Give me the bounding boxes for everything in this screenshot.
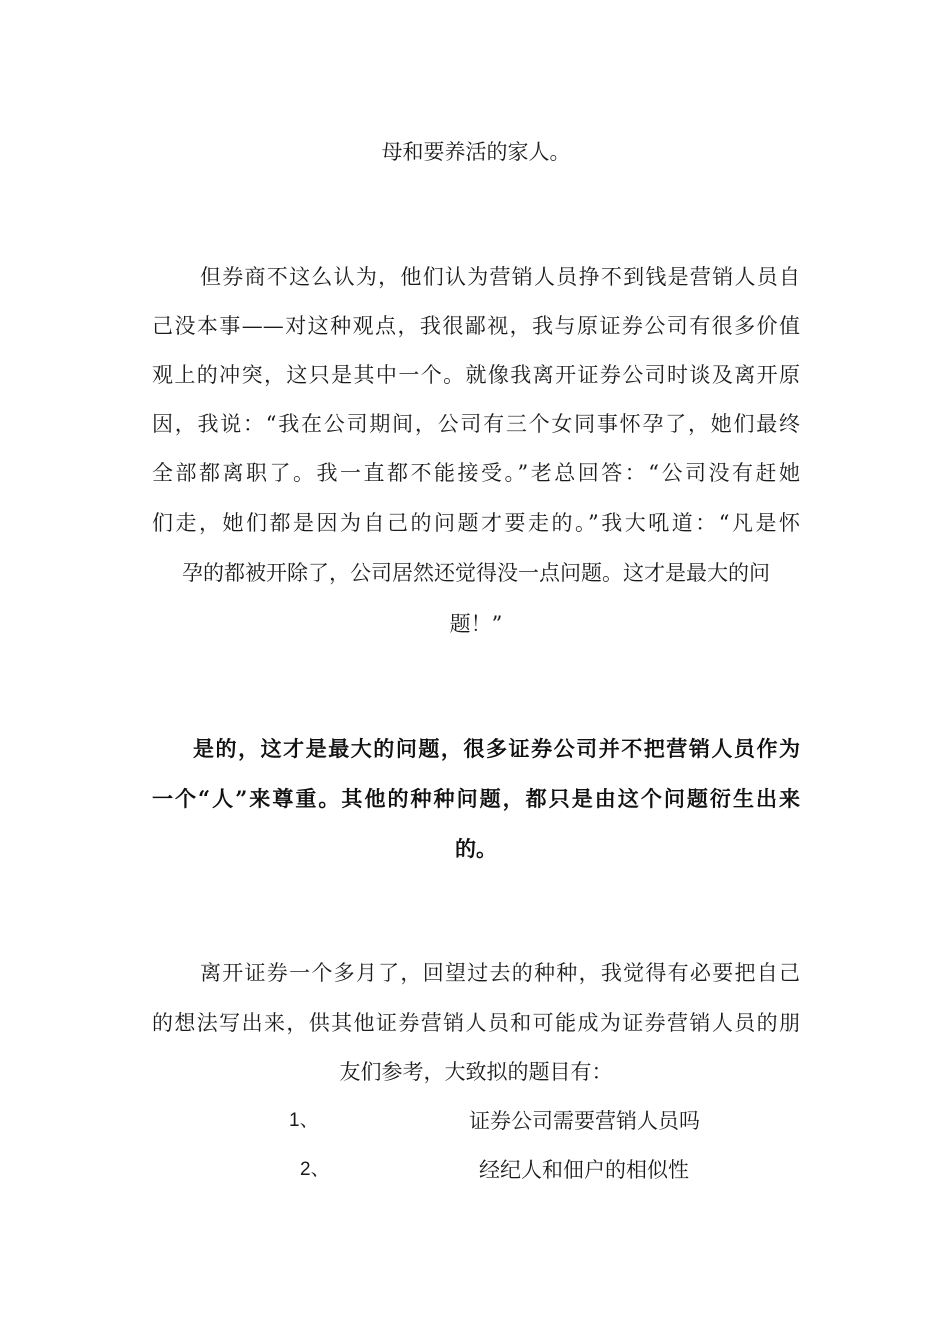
list-item-number: 2、 — [300, 1159, 330, 1180]
paragraph-3-line-2: 一个“人”来尊重。其他的种种问题，都只是由这个问题衍生出来 — [152, 786, 800, 811]
paragraph-4-line-2: 的想法写出来，供其他证券营销人员和可能成为证券营销人员的朋 — [152, 1011, 800, 1035]
list-item-number: 1、 — [289, 1110, 319, 1131]
paragraph-2-line-2: 己没本事——对这种观点，我很鄙视，我与原证券公司有很多价值 — [152, 314, 800, 338]
paragraph-4-line-3: 友们参考，大致拟的题目有： — [339, 1060, 613, 1084]
list-item-1 — [0, 1106, 950, 1136]
paragraph-2-line-4: 因，我说：“我在公司期间，公司有三个女同事怀孕了，她们最终 — [152, 412, 800, 436]
paragraph-2-line-8: 题！” — [449, 612, 503, 636]
paragraph-2-line-5: 全部都离职了。我一直都不能接受。”老总回答：“公司没有赶她 — [152, 461, 800, 485]
paragraph-4-line-1: 离开证券一个多月了，回望过去的种种，我觉得有必要把自己 — [200, 961, 800, 985]
paragraph-3-line-1: 是的，这才是最大的问题，很多证券公司并不把营销人员作为 — [193, 736, 800, 761]
paragraph-1-line-1: 母和要养活的家人。 — [381, 140, 571, 164]
paragraph-3-line-3: 的。 — [455, 836, 497, 861]
list-item-text: 经纪人和佃户的相似性 — [479, 1158, 689, 1182]
paragraph-2-line-1: 但券商不这么认为，他们认为营销人员挣不到钱是营销人员自 — [200, 265, 800, 289]
paragraph-2-line-3: 观上的冲突，这只是其中一个。就像我离开证券公司时谈及离开原 — [152, 363, 800, 387]
paragraph-2-line-6: 们走，她们都是因为自己的问题才要走的。”我大吼道：“凡是怀 — [152, 511, 800, 535]
paragraph-2-line-7: 孕的都被开除了，公司居然还觉得没一点问题。这才是最大的问 — [182, 561, 770, 585]
list-item-2 — [0, 1155, 950, 1185]
list-item-text: 证券公司需要营销人员吗 — [469, 1109, 700, 1133]
